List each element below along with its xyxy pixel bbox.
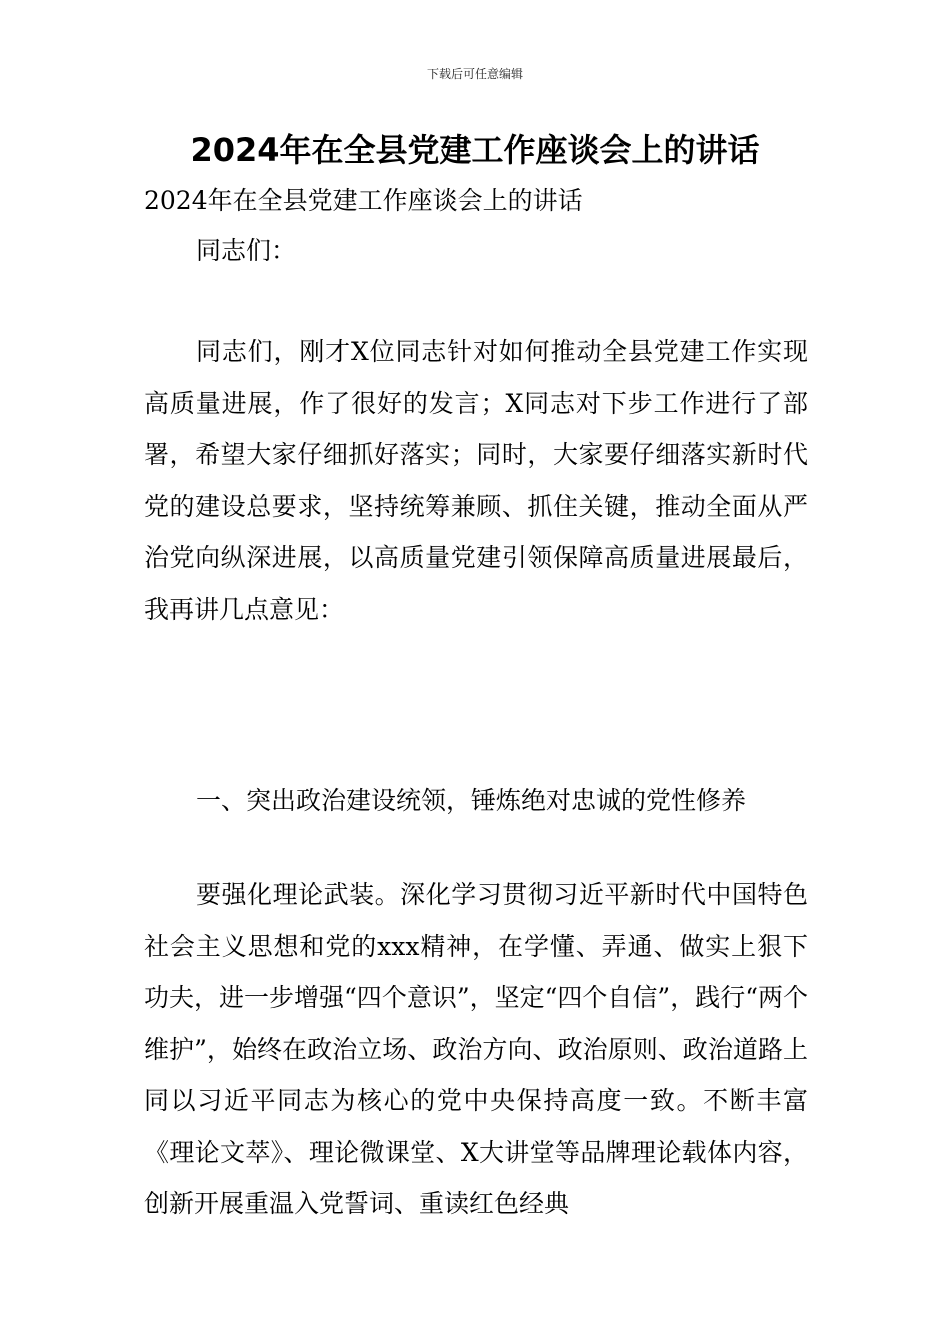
salutation: 同志们： [196, 236, 297, 265]
document-title: 2024年在全县党建工作座谈会上的讲话 [190, 131, 760, 169]
section-heading: 一、突出政治建设统领，锤炼绝对忠诚的党性修养 [196, 786, 747, 815]
header-note: 下载后可任意编辑 [426, 67, 523, 81]
document-subtitle: 2024年在全县党建工作座谈会上的讲话 [144, 186, 583, 215]
opening-paragraph: 同志们，刚才X位同志针对如何推动全县党建工作实现高质量进展，作了很好的发言；X同志对下步工作进行了部署，希望大家仔细抓好落实；同时，大家要仔细落实新时代党的建设总要求，坚持统筹兼顾、抓住关键，推动全面从严治党向纵深进展，以高质量党建引领保障高质量进展最后，我再讲几点意见： [144, 337, 808, 624]
section-paragraph: 要强化理论武装。深化学习贯彻习近平新时代中国特色社会主义思想和党的xxx精神，在学懂、弄通、做实上狠下功夫，进一步增强“四个意识”，坚定“四个自信”，践行“两个维护”，始终在政治立场、政治方向、政治原则、政治道路上同以习近平同志为核心的党中央保持高度一致。不断丰富《理论文萃》、理论微课堂、X大讲堂等品牌理论载体内容，创新开展重温入党誓词、重读红色经典 [144, 880, 808, 1218]
